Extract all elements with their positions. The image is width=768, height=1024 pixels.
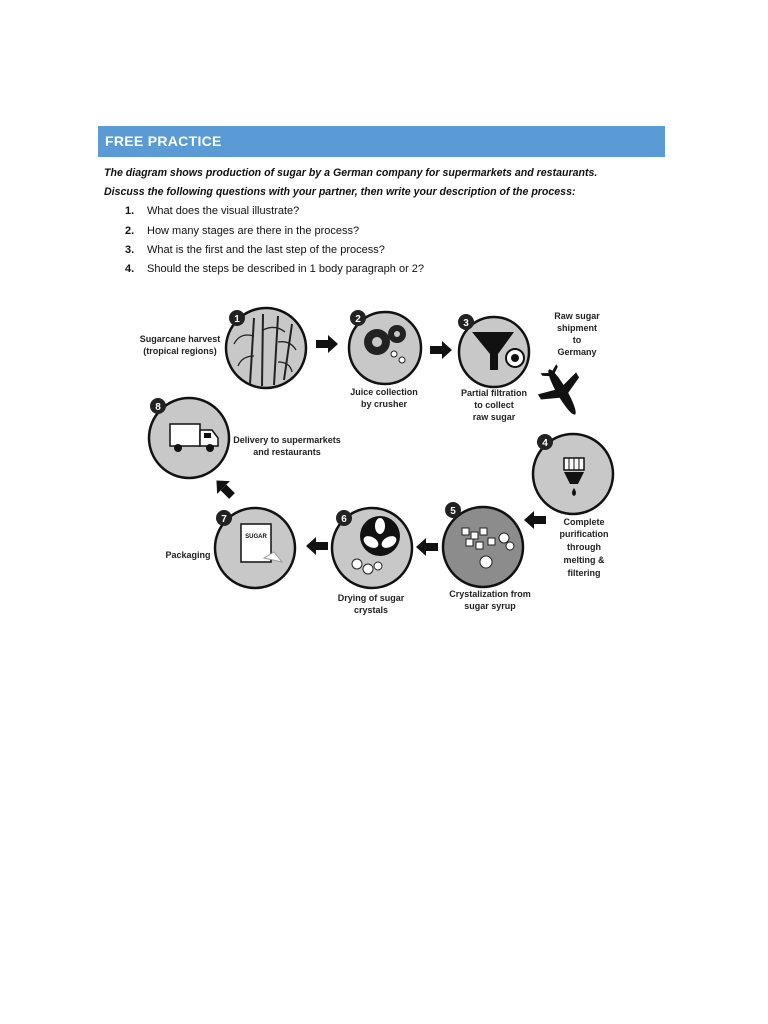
step-label: Sugarcane harvest bbox=[139, 334, 221, 344]
flow-arrow bbox=[316, 335, 338, 353]
svg-text:Drying of sugarcrystals bbox=[338, 593, 405, 615]
flow-arrow bbox=[306, 537, 328, 555]
step-label: sugar syrup bbox=[464, 601, 516, 611]
step-label: Delivery to supermarkets bbox=[233, 435, 341, 445]
question-text: What is the first and the last step of the process? bbox=[147, 244, 385, 256]
section-banner bbox=[98, 126, 665, 157]
step-4 bbox=[533, 434, 613, 578]
question-number: 1. bbox=[125, 205, 135, 217]
step-1 bbox=[140, 308, 306, 388]
step-number: 3 bbox=[463, 318, 469, 329]
step-label: Crystalization from bbox=[449, 589, 531, 599]
shipment-label: Germany bbox=[557, 347, 597, 357]
step-number: 4 bbox=[542, 438, 548, 449]
step-label: Packaging bbox=[165, 550, 211, 560]
question-text: Should the steps be described in 1 body paragraph or 2? bbox=[147, 263, 425, 275]
step-label: Complete bbox=[563, 517, 605, 527]
step-3 bbox=[458, 314, 529, 422]
question-number: 3. bbox=[125, 244, 135, 256]
shipment-label: shipment bbox=[556, 323, 598, 333]
step-label: Drying of sugar bbox=[337, 593, 405, 603]
question-item bbox=[125, 244, 385, 256]
flow-arrow bbox=[430, 341, 452, 359]
step-label: through bbox=[567, 542, 601, 552]
step-7 bbox=[165, 508, 295, 588]
step-label: by crusher bbox=[360, 399, 408, 409]
bag-text: SUGAR bbox=[245, 534, 267, 540]
svg-text:Delivery to supermarketsand re bbox=[233, 435, 341, 457]
step-number: 7 bbox=[221, 514, 227, 525]
question-number: 4. bbox=[125, 263, 135, 275]
svg-text:Partial filtrationto collectra bbox=[461, 388, 527, 422]
step-number: 8 bbox=[155, 402, 161, 413]
question-item bbox=[125, 263, 424, 275]
step-8 bbox=[149, 398, 341, 478]
step-label: filtering bbox=[567, 568, 601, 578]
question-text: How many stages are there in the process? bbox=[147, 225, 360, 237]
step-label: melting & bbox=[563, 555, 605, 565]
intro-line-1: The diagram shows production of sugar by a German company for supermarkets and restaurants. bbox=[104, 167, 598, 179]
question-item bbox=[125, 225, 359, 237]
step-number: 1 bbox=[234, 314, 240, 325]
shipment bbox=[529, 311, 600, 426]
step-label: purification bbox=[559, 529, 609, 539]
step-label: Partial filtration bbox=[460, 388, 528, 398]
svg-text:Completepurificationthroughmel bbox=[560, 517, 609, 578]
airplane-icon bbox=[529, 358, 594, 426]
step-6 bbox=[332, 508, 412, 615]
step-label: to collect bbox=[474, 400, 514, 410]
question-number: 2. bbox=[125, 225, 135, 237]
step-label: Juice collection bbox=[350, 387, 418, 397]
shipment-label: to bbox=[572, 335, 582, 345]
step-number: 2 bbox=[355, 314, 361, 325]
step-5 bbox=[443, 502, 531, 611]
intro-line-2: Discuss the following questions with your partner, then write your description of the process: bbox=[104, 186, 576, 198]
flow-arrow bbox=[210, 474, 238, 502]
step-label: crystals bbox=[353, 605, 389, 615]
step-label: (tropical regions) bbox=[143, 346, 217, 356]
svg-text:Packaging bbox=[165, 550, 210, 560]
step-label: raw sugar bbox=[472, 412, 516, 422]
step-number: 6 bbox=[341, 514, 347, 525]
svg-text:Crystalization fromsugar syrup bbox=[449, 589, 531, 611]
question-text: What does the visual illustrate? bbox=[147, 205, 300, 217]
svg-text:Sugarcane harvest(tropical reg bbox=[140, 334, 221, 356]
step-number: 5 bbox=[450, 506, 456, 517]
shipment-label: Raw sugar bbox=[554, 311, 600, 321]
flow-arrow bbox=[524, 511, 546, 529]
flow-arrow bbox=[416, 538, 438, 556]
question-item bbox=[125, 205, 299, 217]
sugar-process-diagram bbox=[132, 296, 628, 622]
step-2 bbox=[349, 310, 421, 409]
step-label: and restaurants bbox=[253, 447, 321, 457]
svg-text:Raw sugarshipmenttoGermany bbox=[554, 311, 600, 357]
svg-text:Juice collectionby crusher bbox=[350, 387, 418, 409]
section-title: FREE PRACTICE bbox=[105, 133, 222, 149]
